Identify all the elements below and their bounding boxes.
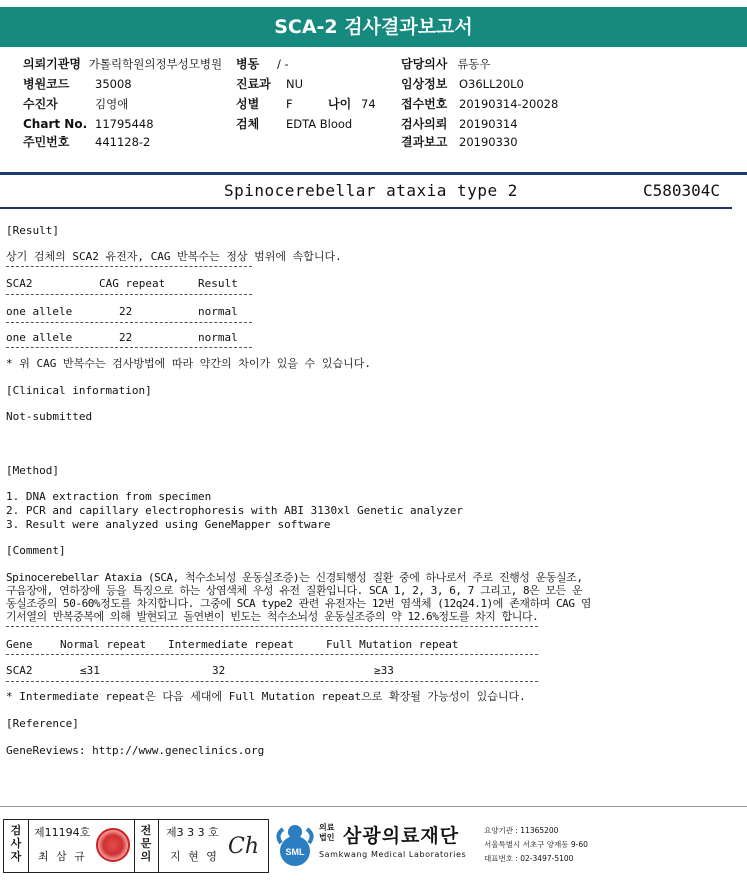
patient-value: 김영애 — [95, 97, 129, 111]
hospital-row — [23, 56, 222, 72]
resident-label: 주민번호 — [23, 135, 70, 149]
result-row-allele: one allele — [6, 331, 73, 344]
inspector-seal-icon — [96, 828, 130, 862]
org-info-line: 서울특별시 서초구 양재동 9-60 — [484, 840, 588, 849]
comment-row-full: ≥33 — [374, 664, 394, 677]
result-table-rule — [6, 322, 252, 323]
result-row-cag: 22 — [119, 331, 133, 344]
code-label: 병원코드 — [23, 77, 70, 91]
clinical-label: 임상정보 — [401, 77, 448, 91]
chart-label: Chart No. — [23, 117, 88, 131]
clinical-value: O36LL20L0 — [459, 77, 524, 91]
result-col-result: Result — [198, 277, 238, 290]
comment-col-gene: Gene — [6, 638, 33, 651]
doctor-label: 담당의사 — [401, 57, 448, 71]
code-value: 35008 — [95, 77, 132, 91]
specialist-signature-icon: Ch — [228, 834, 260, 859]
comment-col-normal: Normal repeat — [60, 638, 147, 651]
receipt-value: 20190314-20028 — [459, 97, 559, 111]
result-col-cag: CAG repeat — [99, 277, 166, 290]
reference-text: GeneReviews: http://www.geneclinics.org — [6, 744, 265, 757]
code-row — [23, 76, 69, 92]
method-heading: [Method] — [6, 464, 59, 477]
sex-value: F — [286, 97, 293, 111]
clinical-heading: [Clinical information] — [6, 384, 152, 397]
comment-heading: [Comment] — [6, 544, 66, 557]
sex-label: 성별 — [236, 97, 260, 111]
specialist-label: 전문의 — [140, 824, 152, 863]
test-name: Spinocerebellar ataxia type 2 — [224, 181, 518, 200]
dept-value: NU — [286, 77, 304, 91]
specialist-license: 제3 3 3 호 — [166, 826, 219, 839]
age-label: 나이 — [328, 97, 352, 111]
hospital-label: 의뢰기관명 — [23, 57, 81, 71]
result-row-result: normal — [198, 305, 238, 318]
org-type: 의료 법인 — [319, 823, 335, 842]
comment-table-rule — [6, 654, 538, 655]
comment-note: * Intermediate repeat은 다음 세대에 Full Mutation repeat으로 확장될 가능성이 있습니다. — [6, 690, 526, 703]
report-date-label: 결과보고 — [401, 135, 448, 149]
inspector-name: 최 삼 규 — [38, 850, 87, 863]
org-name: 삼광의료재단 — [343, 825, 460, 847]
org-info-line: 대표번호 : 02-3497-5100 — [484, 854, 574, 863]
sml-logo-icon — [271, 821, 319, 869]
logo-text: SML — [285, 847, 305, 857]
doctor-value: 류동우 — [457, 57, 491, 71]
result-table-rule — [6, 347, 252, 348]
chart-value: 11795448 — [95, 117, 154, 131]
receipt-label: 접수번호 — [401, 97, 448, 111]
result-note: * 위 CAG 반복수는 검사방법에 따라 약간의 차이가 있을 수 있습니다. — [6, 357, 371, 370]
inspector-license: 제11194호 — [34, 826, 91, 839]
inspector-label: 검사자 — [10, 824, 22, 863]
result-table-rule — [6, 294, 252, 295]
result-row-result: normal — [198, 331, 238, 344]
specimen-label: 검체 — [236, 117, 260, 131]
method-step: 2. PCR and capillary electrophoresis with ABI 3130xl Genetic analyzer — [6, 504, 463, 517]
ward-label: 병동 — [236, 57, 260, 71]
method-step: 1. DNA extraction from specimen — [6, 490, 212, 503]
signature-box — [3, 819, 269, 873]
result-table-rule — [6, 266, 252, 267]
comment-line: Spinocerebellar Ataxia (SCA, 척수소뇌성 운동실조증)는 신경퇴행성 질환 중에 하나로서 주로 진행성 운동실조, — [6, 571, 583, 584]
clinical-text: Not-submitted — [6, 410, 93, 423]
comment-col-full: Full Mutation repeat — [326, 638, 459, 651]
ward-value: / - — [277, 57, 289, 71]
request-label: 검사의뢰 — [401, 117, 448, 131]
comment-row-intermediate: 32 — [212, 664, 226, 677]
result-heading: [Result] — [6, 224, 59, 237]
header-divider — [0, 172, 747, 175]
ward-row — [236, 56, 289, 72]
comment-table-rule — [6, 626, 538, 627]
comment-table-rule — [6, 681, 538, 682]
comment-row-normal: ≤31 — [80, 664, 100, 677]
specimen-value: EDTA Blood — [286, 117, 353, 131]
dept-label: 진료과 — [236, 77, 271, 91]
age-value: 74 — [361, 97, 376, 111]
method-step: 3. Result were analyzed using GeneMapper software — [6, 518, 331, 531]
comment-line: 구음장애, 연하장애 등을 특징으로 하는 상염색체 우성 유전 질환입니다. SCA 1, 2, 3, 6, 7 그리고, 8은 모든 운 — [6, 584, 583, 597]
patient-label: 수진자 — [23, 97, 58, 111]
hospital-value: 가톨릭학원의정부성모병원 — [88, 57, 223, 71]
comment-col-intermediate: Intermediate repeat — [168, 638, 294, 651]
report-date-value: 20190330 — [459, 135, 518, 149]
doctor-row — [401, 56, 491, 72]
specialist-name: 지 현 영 — [170, 850, 219, 863]
footer-divider — [0, 806, 747, 807]
comment-line: 동실조증의 50-60%정도를 차지합니다. 그중에 SCA type2 관련 유전자는 12번 염색체 (12q24.1)에 존재하며 CAG 염 — [6, 597, 591, 610]
resident-value: 441128-2 — [95, 135, 151, 149]
org-english-name: Samkwang Medical Laboratories — [319, 850, 467, 859]
comment-row-gene: SCA2 — [6, 664, 33, 677]
report-title: SCA-2 검사결과보고서 — [0, 7, 747, 47]
comment-line: 기서열의 반복중복에 의해 발현되고 돌연변이 빈도는 척수소뇌성 운동실조증의 약 12.6%정도를 차지 합니다. — [6, 610, 539, 623]
reference-heading: [Reference] — [6, 717, 79, 730]
request-value: 20190314 — [459, 117, 518, 131]
subtitle-divider — [0, 207, 732, 209]
result-row-cag: 22 — [119, 305, 133, 318]
result-summary: 상기 검체의 SCA2 유전자, CAG 반복수는 정상 범위에 속합니다. — [6, 250, 342, 263]
result-row-allele: one allele — [6, 305, 73, 318]
result-col-gene: SCA2 — [6, 277, 33, 290]
test-code: C580304C — [643, 181, 721, 200]
org-info-line: 요양기관 : 11365200 — [484, 826, 559, 835]
